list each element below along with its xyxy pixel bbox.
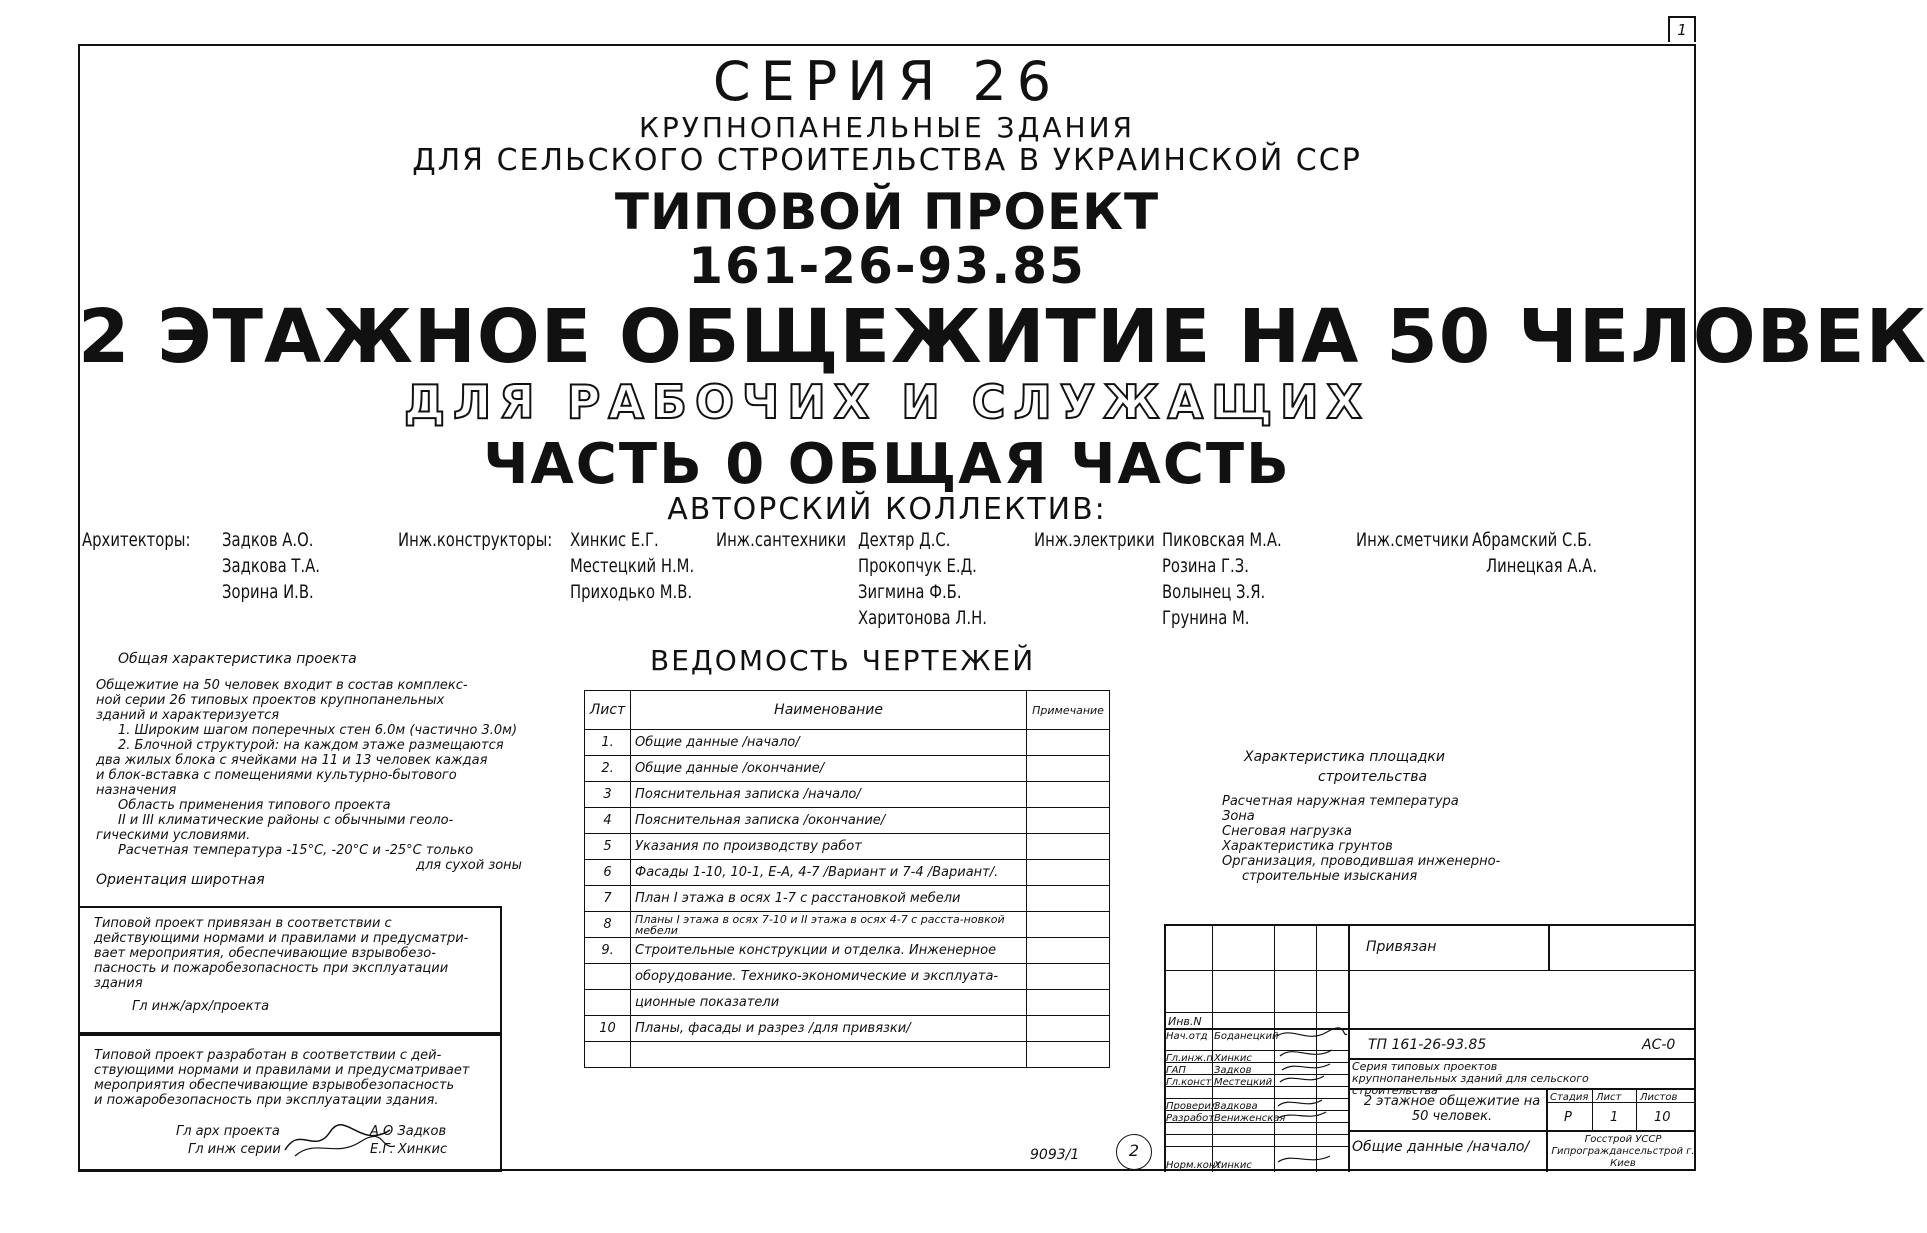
table-row — [585, 990, 1110, 1016]
stamp-object: 2 этажное общежитие на 50 человек. — [1363, 1094, 1541, 1124]
sheet-number: 1 — [1668, 16, 1696, 42]
row-note — [1027, 886, 1110, 912]
stamp-name: Вениженская — [1214, 1113, 1286, 1124]
inv-label: Инв.N — [1168, 1015, 1202, 1028]
stamp-doc-title: Общие данные /начало/ — [1352, 1139, 1530, 1155]
table-row — [585, 756, 1110, 782]
header-sheet: Лист — [585, 691, 631, 730]
stamp-role: Разработ — [1166, 1113, 1215, 1124]
general-line: и блок-вставка с помещениями культурно-бытового — [96, 768, 457, 783]
row-sheet: 1. — [585, 730, 631, 756]
for-whom-title: ДЛЯ РАБОЧИХ И СЛУЖАЩИХ — [403, 375, 1371, 429]
plumber-4: Харитонова Л.Н. — [858, 607, 987, 629]
electrician-3: Волынец З.Я. — [1162, 581, 1266, 603]
general-line: Общежитие на 50 человек входит в состав комплекс- — [96, 678, 468, 693]
development-note-line: Типовой проект разработан в соответствии с дей- — [94, 1048, 442, 1063]
development-note-line: и пожаробезопасность при эксплуатации здания. — [94, 1093, 439, 1108]
general-line: для сухой зоны — [416, 858, 522, 873]
table-row — [585, 834, 1110, 860]
row-note — [1027, 808, 1110, 834]
stamp-role: Норм.конт — [1166, 1160, 1222, 1171]
stamp-name: Хинкис — [1214, 1160, 1252, 1171]
plumber-2: Прокопчук Е.Д. — [858, 555, 977, 577]
row-note — [1027, 912, 1110, 938]
row-sheet: 8 — [585, 912, 631, 938]
row-name: ционные показатели — [631, 990, 1027, 1016]
estimators-label: Инж.сметчики — [1356, 529, 1469, 551]
stamp-role: ГАП — [1166, 1065, 1186, 1076]
table-header-row — [585, 691, 1110, 730]
binding-note-line: вает мероприятия, обеспечивающие взрывобезо- — [94, 946, 436, 961]
electrician-4: Грунина М. — [1162, 607, 1250, 629]
row-name: План I этажа в осях 1-7 с расстановкой мебели — [631, 886, 1027, 912]
row-note — [1027, 1042, 1110, 1068]
development-note-line: мероприятия обеспечивающие взрывобезопасность — [94, 1078, 455, 1093]
main-title: 2 ЭТАЖНОЕ ОБЩЕЖИТИЕ НА 50 ЧЕЛОВЕК — [78, 294, 1927, 380]
signature-scribble-icon — [280, 1120, 400, 1160]
stamp-mark: АС-0 — [1642, 1037, 1676, 1053]
row-name: Пояснительная записка /начало/ — [631, 782, 1027, 808]
title-block — [1164, 924, 1696, 1172]
chief-engineer-name: Е.Г. Хинкис — [370, 1142, 448, 1157]
row-name: Планы, фасады и разрез /для привязки/ — [631, 1016, 1027, 1042]
row-sheet: 10 — [585, 1016, 631, 1042]
row-note — [1027, 860, 1110, 886]
binding-note-line: Типовой проект привязан в соответствии с — [94, 916, 392, 931]
header-note: Примечание — [1027, 691, 1110, 730]
stamp-series-desc: Серия типовых проектов крупнопанельных зданий для сельского строительства — [1352, 1060, 1589, 1097]
project-number: 161-26-93.85 — [688, 237, 1086, 295]
electrician-1: Пиковская М.А. — [1162, 529, 1282, 551]
general-title: Общая характеристика проекта — [118, 651, 357, 667]
general-line: ной серии 26 типовых проектов крупнопанельных — [96, 693, 445, 708]
chief-engineer-label: Гл инж серии — [188, 1142, 281, 1157]
general-line: Ориентация широтная — [96, 872, 265, 888]
stamp-stage: Р — [1564, 1110, 1572, 1125]
site-line: Снеговая нагрузка — [1222, 824, 1352, 839]
estimator-2: Линецкая А.А. — [1486, 555, 1598, 577]
row-sheet: 7 — [585, 886, 631, 912]
row-sheet — [585, 990, 631, 1016]
row-note — [1027, 1016, 1110, 1042]
general-line: гическими условиями. — [96, 828, 251, 843]
typical-project-label: ТИПОВОЙ ПРОЕКТ — [614, 183, 1160, 241]
stamp-name: Задкова — [1214, 1101, 1258, 1112]
row-name — [631, 1042, 1027, 1068]
table-row — [585, 808, 1110, 834]
stamp-code: ТП 161-26-93.85 — [1368, 1037, 1487, 1053]
binding-note-line: пасность и пожаробезопасность при эксплуатации — [94, 961, 449, 976]
table-row — [585, 886, 1110, 912]
stamp-role: Проверил — [1166, 1101, 1218, 1112]
general-line: Область применения типового проекта — [118, 798, 391, 813]
stamp-sheets-label: Листов — [1640, 1092, 1678, 1103]
table-row — [585, 730, 1110, 756]
table-row — [585, 1016, 1110, 1042]
site-line: Характеристика грунтов — [1222, 839, 1393, 854]
chief-architect-label: Гл арх проекта — [176, 1124, 280, 1139]
row-sheet: 4 — [585, 808, 631, 834]
row-name: Строительные конструкции и отделка. Инженерное — [631, 938, 1027, 964]
row-name: оборудование. Технико-экономические и эксплуата- — [631, 964, 1027, 990]
row-note — [1027, 990, 1110, 1016]
row-sheet — [585, 1042, 631, 1068]
architects-label: Архитекторы: — [82, 529, 191, 551]
table-row — [585, 782, 1110, 808]
stamp-sheets: 10 — [1654, 1110, 1671, 1125]
stamp-role: Гл.инж.п — [1166, 1053, 1213, 1064]
stamp-name: Местецкий — [1214, 1077, 1273, 1088]
row-name: Общие данные /окончание/ — [631, 756, 1027, 782]
series-title: СЕРИЯ 26 — [712, 50, 1062, 113]
row-sheet: 2. — [585, 756, 631, 782]
site-lines — [1222, 794, 1500, 884]
general-line: 2. Блочной структурой: на каждом этаже размещаются — [118, 738, 504, 753]
stamp-role: Гл.конст — [1166, 1077, 1212, 1088]
electrician-2: Розина Г.З. — [1162, 555, 1249, 577]
row-note — [1027, 938, 1110, 964]
site-title-2: строительства — [1318, 769, 1428, 785]
constructor-3: Приходько М.В. — [570, 581, 693, 603]
architect-1: Задков А.О. — [222, 529, 314, 551]
plumber-3: Зигмина Ф.Б. — [858, 581, 962, 603]
architect-2: Задкова Т.А. — [222, 555, 320, 577]
general-line: Расчетная температура -15°С, -20°С и -25°С только — [118, 843, 474, 858]
row-name: Общие данные /начало/ — [631, 730, 1027, 756]
inventory-number: 9093/1 — [1030, 1147, 1080, 1163]
chief-architect-name: А.О Задков — [370, 1124, 447, 1139]
plumber-1: Дехтяр Д.С. — [858, 529, 951, 551]
row-name: Планы I этажа в осях 7-10 и II этажа в осях 4-7 с расста-новкой мебели — [631, 912, 1027, 938]
general-text — [96, 678, 556, 888]
row-note — [1027, 730, 1110, 756]
general-line: зданий и характеризуется — [96, 708, 280, 723]
development-note-box — [78, 1034, 502, 1172]
row-sheet: 9. — [585, 938, 631, 964]
row-sheet: 3 — [585, 782, 631, 808]
row-note — [1027, 756, 1110, 782]
privyazan-label: Привязан — [1366, 939, 1437, 955]
stamp-org: Госстрой УССР Гипрограждансельстрой г. Киев — [1551, 1134, 1695, 1169]
general-line: два жилых блока с ячейками на 11 и 13 человек каждая — [96, 753, 488, 768]
constructor-1: Хинкис Е.Г. — [570, 529, 659, 551]
table-row — [585, 964, 1110, 990]
header-name: Наименование — [631, 691, 1027, 730]
stamp-role: Нач.отд — [1166, 1031, 1208, 1042]
table-row — [585, 860, 1110, 886]
row-sheet — [585, 964, 631, 990]
drawings-title: ВЕДОМОСТЬ ЧЕРТЕЖЕЙ — [650, 644, 1036, 677]
subtitle-line1: КРУПНОПАНЕЛЬНЫЕ ЗДАНИЯ — [639, 111, 1135, 144]
general-line: 1. Широким шагом поперечных стен 6.0м (частично 3.0м) — [118, 723, 518, 738]
subtitle-line2: ДЛЯ СЕЛЬСКОГО СТРОИТЕЛЬСТВА В УКРАИНСКОЙ ССР — [412, 143, 1362, 178]
binding-note-line: действующими нормами и правилами и предусматри- — [94, 931, 469, 946]
row-note — [1027, 782, 1110, 808]
table-row — [585, 912, 1110, 938]
development-note-line: ствующими нормами и правилами и предусматривает — [94, 1063, 470, 1078]
stamp-name: Задков — [1214, 1065, 1252, 1076]
site-line: строительные изыскания — [1242, 869, 1418, 884]
general-line: назначения — [96, 783, 177, 798]
electrical-label: Инж.электрики — [1034, 529, 1155, 551]
row-note — [1027, 964, 1110, 990]
constructor-2: Местецкий Н.М. — [570, 555, 695, 577]
row-name: Пояснительная записка /окончание/ — [631, 808, 1027, 834]
row-name: Указания по производству работ — [631, 834, 1027, 860]
estimator-1: Абрамский С.Б. — [1472, 529, 1592, 551]
authors-heading: АВТОРСКИЙ КОЛЛЕКТИВ: — [667, 492, 1107, 527]
table-row — [585, 938, 1110, 964]
general-line: II и III климатические районы с обычными геоло- — [118, 813, 454, 828]
circle-number: 2 — [1116, 1134, 1152, 1170]
site-line: Организация, проводившая инженерно- — [1222, 854, 1501, 869]
binding-note-box — [78, 906, 502, 1034]
plumbing-label: Инж.сантехники — [716, 529, 847, 551]
row-name: Фасады 1-10, 10-1, Е-А, 4-7 /Вариант и 7-4 /Вариант/. — [631, 860, 1027, 886]
row-sheet: 6 — [585, 860, 631, 886]
row-note — [1027, 834, 1110, 860]
table-row — [585, 1042, 1110, 1068]
binding-note-line: здания — [94, 976, 143, 991]
site-line: Зона — [1222, 809, 1255, 824]
part-title: ЧАСТЬ 0 ОБЩАЯ ЧАСТЬ — [483, 432, 1291, 497]
site-title-1: Характеристика площадки — [1244, 749, 1445, 765]
stamp-sheet-label: Лист — [1596, 1092, 1622, 1103]
stamp-stage-label: Стадия — [1550, 1092, 1589, 1103]
site-line: Расчетная наружная температура — [1222, 794, 1459, 809]
row-sheet: 5 — [585, 834, 631, 860]
stamp-signatures-icon — [1272, 1028, 1352, 1168]
stamp-sheet: 1 — [1610, 1110, 1619, 1125]
drawings-table — [584, 690, 1110, 1068]
architect-3: Зорина И.В. — [222, 581, 314, 603]
stamp-name: Боданецкий — [1214, 1031, 1279, 1042]
constructors-label: Инж.конструкторы: — [398, 529, 553, 551]
stamp-name: Хинкис — [1214, 1053, 1252, 1064]
binding-note-signature: Гл инж/арх/проекта — [132, 999, 270, 1014]
